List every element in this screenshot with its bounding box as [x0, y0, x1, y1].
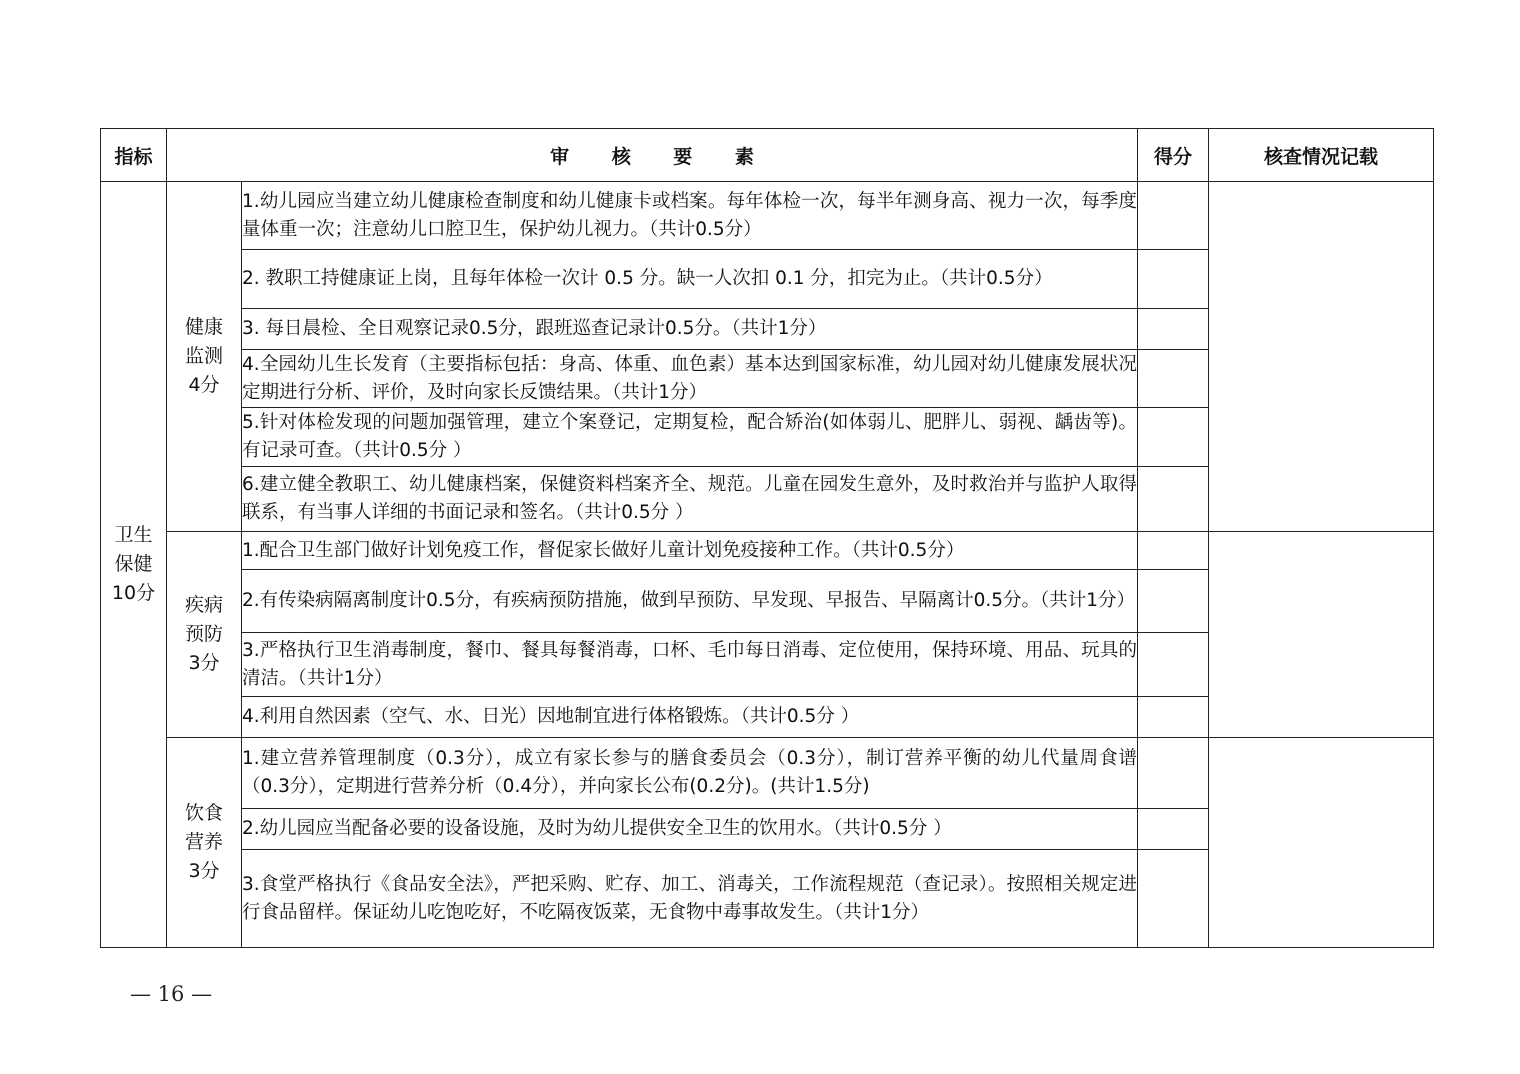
section-name: 健康 监测 4分 [184, 316, 223, 396]
audit-table [100, 128, 1434, 948]
main-indicator-cell [101, 182, 167, 948]
score-cell[interactable] [1138, 633, 1209, 697]
score-cell[interactable] [1138, 250, 1209, 309]
score-cell[interactable] [1138, 850, 1209, 948]
score-cell[interactable] [1138, 182, 1209, 250]
score-cell[interactable] [1138, 309, 1209, 350]
table-row [101, 532, 1434, 570]
section-name-cell [167, 532, 242, 738]
record-cell[interactable] [1209, 182, 1434, 532]
audit-item: 3.食堂严格执行《食品安全法》，严把采购、贮存、加工、消毒关，工作流程规范（查记录）。按照相关规定进行食品留样。保证幼儿吃饱吃好，不吃隔夜饭菜，无食物中毒事故发生。（共计1分） [242, 850, 1138, 948]
audit-item: 3.严格执行卫生消毒制度，餐巾、餐具每餐消毒，口杯、毛巾每日消毒、定位使用，保持环境、用品、玩具的清洁。（共计1分） [242, 633, 1138, 697]
header-score: 得分 [1138, 129, 1209, 182]
audit-item: 5.针对体检发现的问题加强管理，建立个案登记，定期复检，配合矫治(如体弱儿、肥胖儿、弱视、龋齿等)。有记录可查。（共计0.5分 ） [242, 408, 1138, 467]
score-cell[interactable] [1138, 350, 1209, 408]
table-row [101, 182, 1434, 250]
section-name-cell [167, 738, 242, 948]
score-cell[interactable] [1138, 697, 1209, 738]
header-audit-elements-text: 审 核 要 素 [550, 145, 754, 168]
audit-item: 3. 每日晨检、全日观察记录0.5分，跟班巡查记录计0.5分。（共计1分） [242, 309, 1138, 350]
score-cell[interactable] [1138, 532, 1209, 570]
score-cell[interactable] [1138, 738, 1209, 809]
record-cell[interactable] [1209, 532, 1434, 738]
section-name-cell [167, 182, 242, 532]
header-indicator: 指标 [101, 129, 167, 182]
audit-item: 4.利用自然因素（空气、水、日光）因地制宜进行体格锻炼。（共计0.5分 ） [242, 697, 1138, 738]
score-cell[interactable] [1138, 809, 1209, 850]
score-cell[interactable] [1138, 408, 1209, 467]
section-name: 疾病 预防 3分 [184, 594, 223, 674]
audit-item: 2. 教职工持健康证上岗，且每年体检一次计 0.5 分。缺一人次扣 0.1 分，扣完为止。（共计0.5分） [242, 250, 1138, 309]
header-row [101, 129, 1434, 182]
table-row [101, 738, 1434, 809]
section-name: 饮食 营养 3分 [184, 802, 223, 882]
main-indicator: 卫生 保健 10分 [111, 524, 156, 604]
audit-item: 1.幼儿园应当建立幼儿健康检查制度和幼儿健康卡或档案。每年体检一次，每半年测身高、视力一次，每季度量体重一次；注意幼儿口腔卫生，保护幼儿视力。（共计0.5分） [242, 182, 1138, 250]
score-cell[interactable] [1138, 467, 1209, 532]
audit-item: 6.建立健全教职工、幼儿健康档案，保健资料档案齐全、规范。儿童在园发生意外，及时救治并与监护人取得联系，有当事人详细的书面记录和签名。（共计0.5分 ） [242, 467, 1138, 532]
page-number: — 16 — [130, 982, 213, 1006]
audit-item: 2.有传染病隔离制度计0.5分，有疾病预防措施，做到早预防、早发现、早报告、早隔离计0.5分。（共计1分） [242, 570, 1138, 633]
audit-item: 1.建立营养管理制度（0.3分），成立有家长参与的膳食委员会（0.3分），制订营养平衡的幼儿代量周食谱（0.3分），定期进行营养分析（0.4分），并向家长公布(0.2分)。(共计1.5分) [242, 738, 1138, 809]
score-cell[interactable] [1138, 570, 1209, 633]
header-audit-elements [167, 129, 1138, 182]
record-cell[interactable] [1209, 738, 1434, 948]
audit-item: 2.幼儿园应当配备必要的设备设施，及时为幼儿提供安全卫生的饮用水。（共计0.5分 ） [242, 809, 1138, 850]
header-record: 核查情况记载 [1209, 129, 1434, 182]
audit-item: 4.全园幼儿生长发育（主要指标包括：身高、体重、血色素）基本达到国家标准，幼儿园对幼儿健康发展状况定期进行分析、评价，及时向家长反馈结果。（共计1分） [242, 350, 1138, 408]
audit-item: 1.配合卫生部门做好计划免疫工作，督促家长做好儿童计划免疫接种工作。（共计0.5分） [242, 532, 1138, 570]
